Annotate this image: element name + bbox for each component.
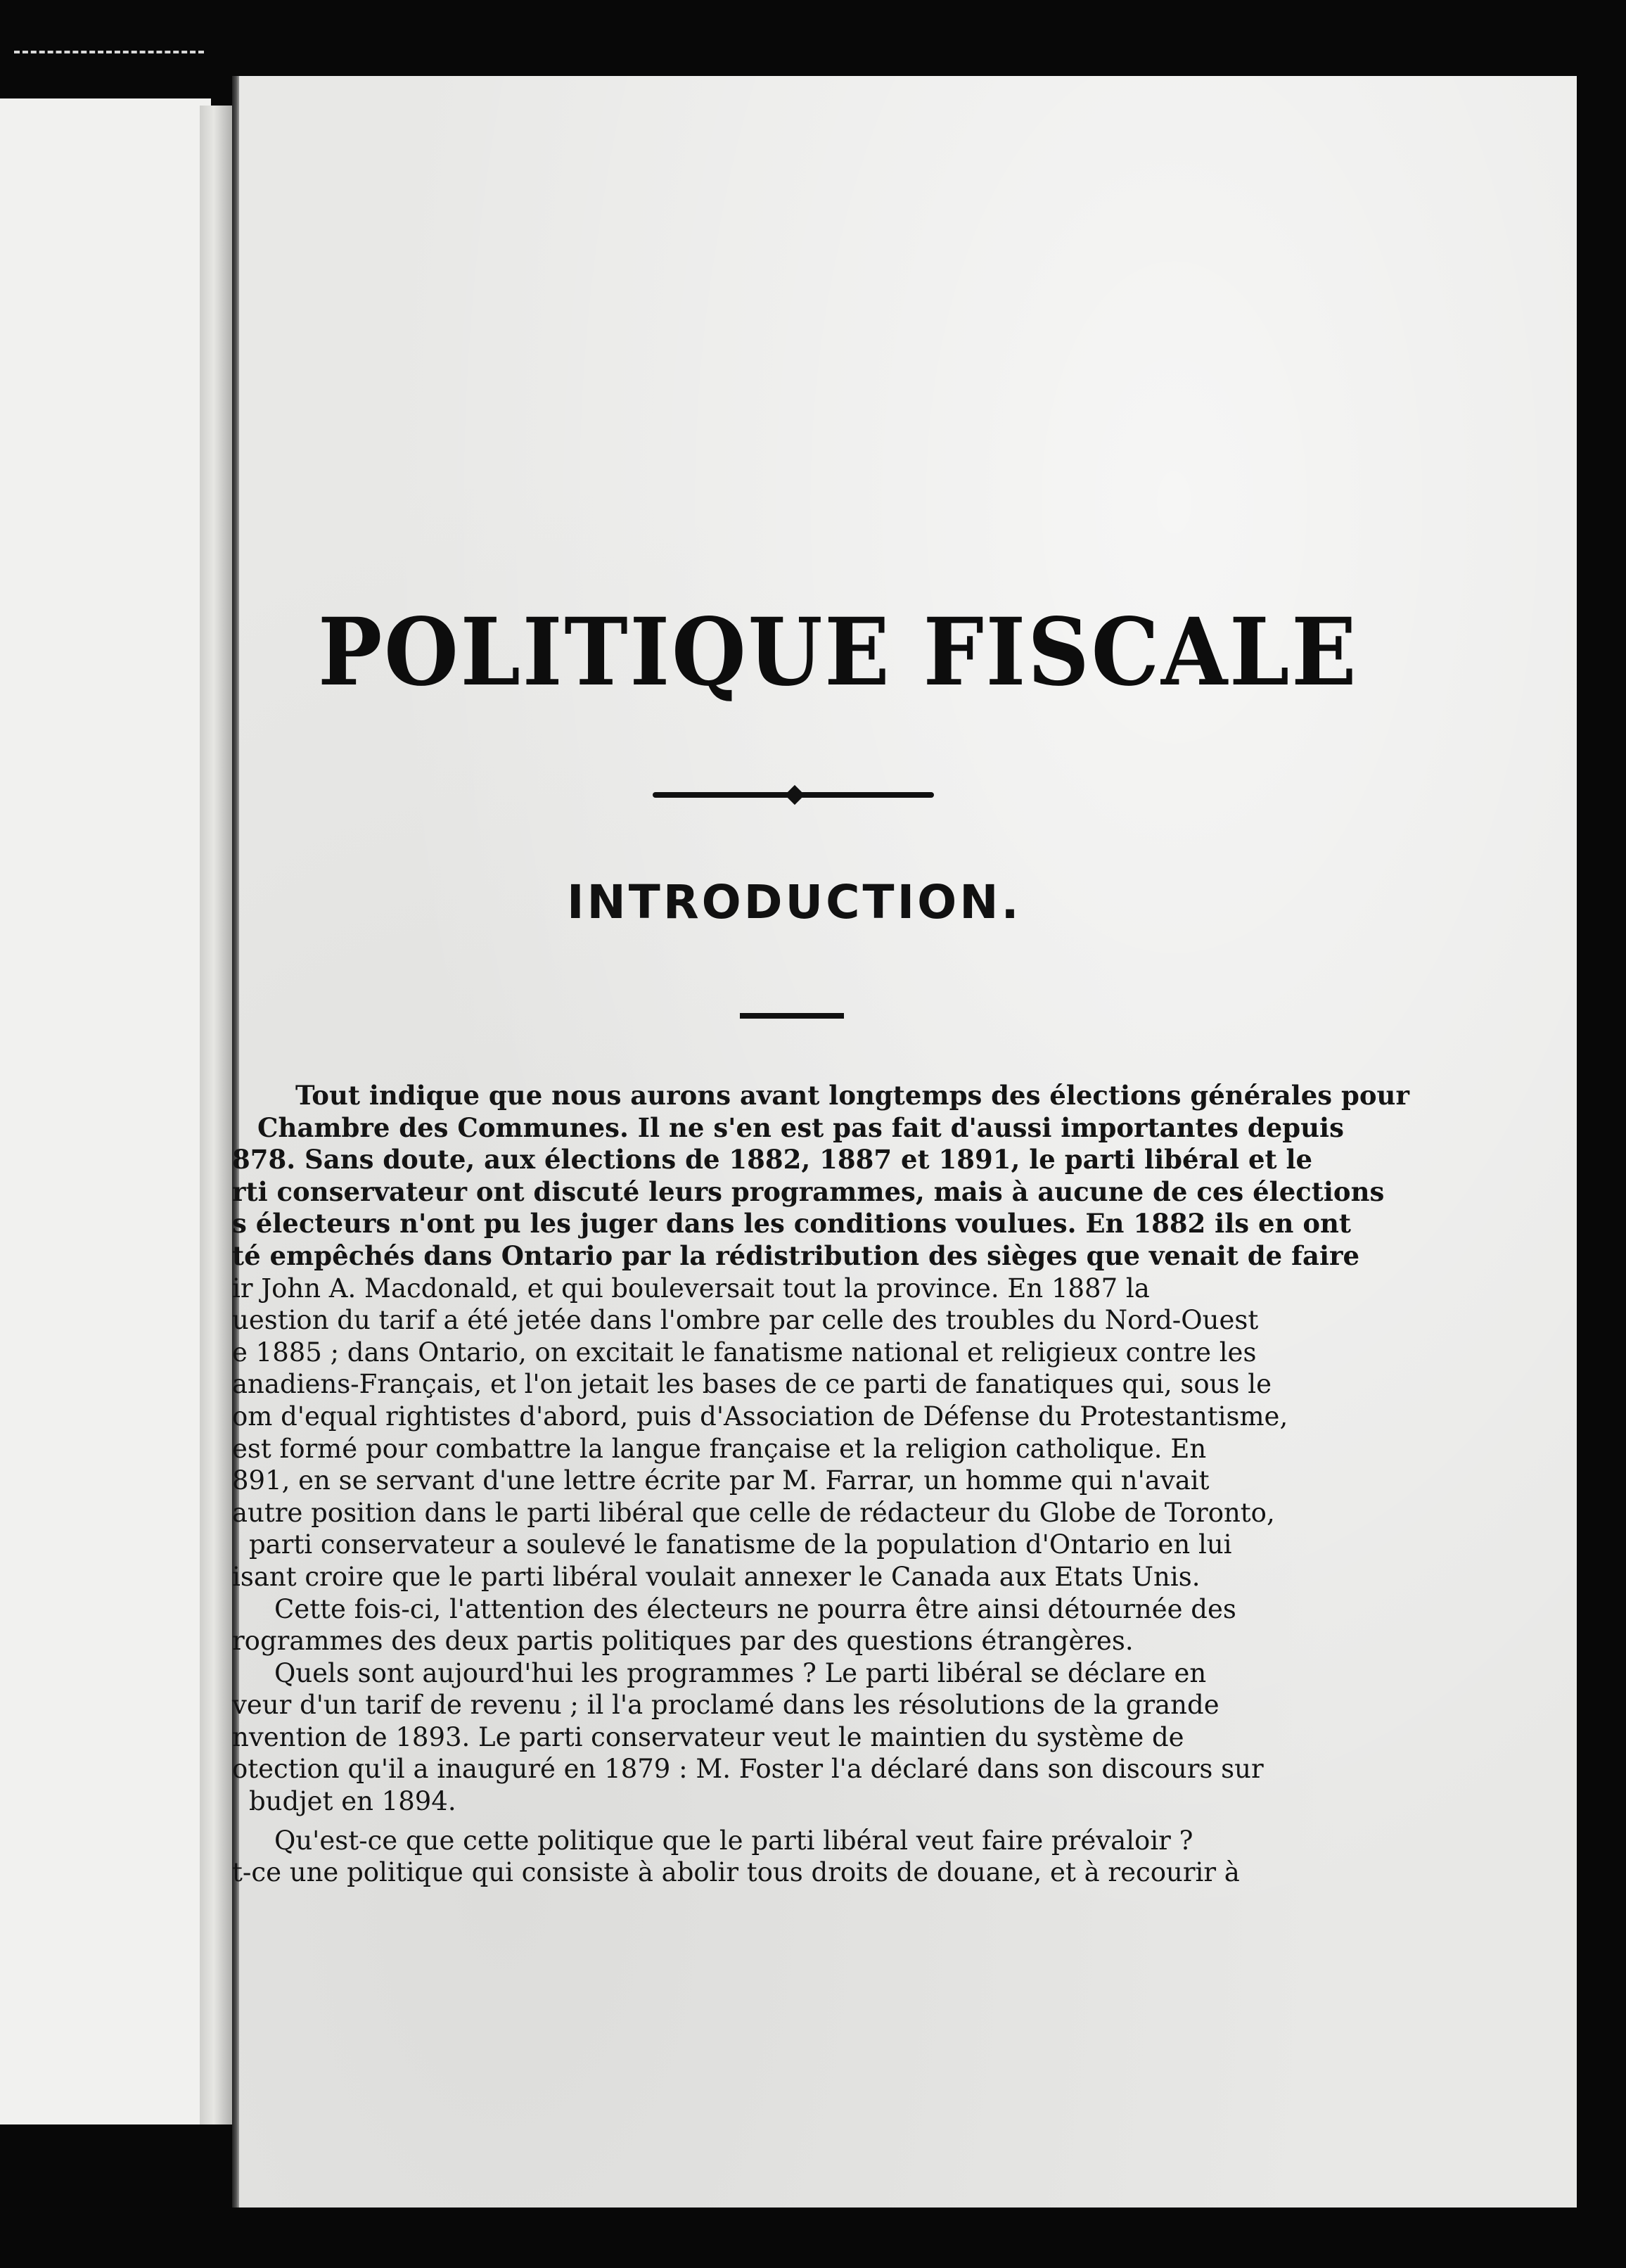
text-line: e 1885 ; dans Ontario, on excitait le fanatisme national et religieux contre les [232, 1337, 1257, 1368]
page-title: POLITIQUE FISCALE [318, 598, 1359, 707]
text-line: nvention de 1893. Le parti conservateur veut le maintien du système de [232, 1721, 1184, 1752]
text-line: té empêchés dans Ontario par la rédistribution des sièges que venait de faire [232, 1240, 1360, 1271]
text-line: t-ce une politique qui consiste à abolir tous droits de douane, et à recourir à [232, 1857, 1240, 1888]
text-line: s électeurs n'ont pu les juger dans les conditions voulues. En 1882 ils en ont [232, 1208, 1351, 1240]
text-line: Chambre des Communes. Il ne s'en est pas fait d'aussi importantes depuis [257, 1111, 1344, 1143]
text-line: Quels sont aujourd'hui les programmes ? Le parti libéral se déclare en [274, 1657, 1207, 1688]
text-line: veur d'un tarif de revenu ; il l'a proclamé dans les résolutions de la grande [232, 1690, 1220, 1721]
text-line: budjet en 1894. [249, 1786, 456, 1817]
text-line: anadiens-Français, et l'on jetait les bases de ce parti de fanatiques qui, sous le [232, 1369, 1272, 1400]
text-line: otection qu'il a inauguré en 1879 : M. Foster l'a déclaré dans son discours sur [232, 1754, 1264, 1785]
text-line: rogrammes des deux partis politiques par des questions étrangères. [232, 1626, 1134, 1657]
text-line: uestion du tarif a été jetée dans l'ombre par celle des troubles du Nord-Ouest [232, 1305, 1259, 1336]
previous-page [0, 98, 211, 2124]
section-heading: INTRODUCTION. [567, 875, 1022, 929]
previous-page-edge-mark [14, 51, 204, 63]
text-line: om d'equal rightistes d'abord, puis d'Association de Défense du Protestantisme, [232, 1401, 1288, 1432]
text-line: isant croire que le parti libéral voulait annexer le Canada aux Etats Unis. [232, 1561, 1201, 1592]
body-text [232, 1080, 1409, 1889]
text-line: Qu'est-ce que cette politique que le parti libéral veut faire prévaloir ? [274, 1825, 1193, 1856]
section-rule [740, 1013, 844, 1019]
text-line: 878. Sans doute, aux élections de 1882, 1887 et 1891, le parti libéral et le [232, 1144, 1313, 1176]
text-line: rti conservateur ont discuté leurs programmes, mais à aucune de ces élections [232, 1176, 1385, 1207]
text-line: parti conservateur a soulevé le fanatisme de la population d'Ontario en lui [249, 1529, 1232, 1560]
text-line: est formé pour combattre la langue française et la religion catholique. En [232, 1433, 1207, 1464]
title-ornament-rule [653, 792, 934, 798]
text-line: 891, en se servant d'une lettre écrite par M. Farrar, un homme qui n'avait [232, 1465, 1210, 1496]
text-line: ir John A. Macdonald, et qui bouleversait tout la province. En 1887 la [232, 1273, 1150, 1304]
text-line: Tout indique que nous aurons avant longtemps des élections générales pour [295, 1080, 1409, 1111]
text-line: Cette fois-ci, l'attention des électeurs ne pourra être ainsi détournée des [274, 1593, 1236, 1624]
page-fold-edge [200, 106, 235, 2124]
text-line: autre position dans le parti libéral que celle de rédacteur du Globe de Toronto, [232, 1497, 1275, 1528]
